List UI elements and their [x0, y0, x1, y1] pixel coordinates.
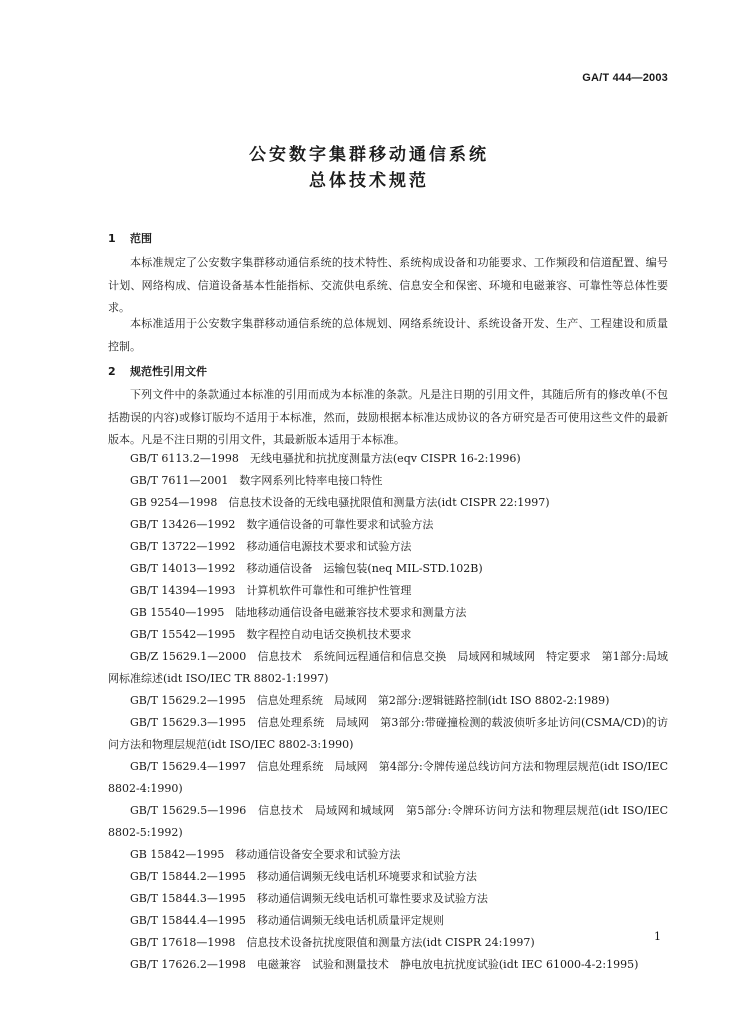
scope-paragraph-1: 本标准规定了公安数字集群移动通信系统的技术特性、系统构成设备和功能要求、工作频段和信道配置、编号计划、网络构成、信道设备基本性能指标、交流供电系统、信息安全和保密、环境和电磁兼容、可靠性等总体性要求。: [108, 256, 668, 314]
reference-item: GB/T 7611—2001 数字网系列比特率电接口特性: [130, 474, 383, 487]
reference-item: GB/T 14013—1992 移动通信设备 运输包装(neq MIL-STD.102B): [130, 562, 483, 575]
section-title: 规范性引用文件: [130, 365, 207, 378]
reference-item: GB/T 15844.4—1995 移动通信调频无线电话机质量评定规则: [130, 914, 444, 927]
document-title-line1: 公安数字集群移动通信系统: [249, 145, 489, 165]
reference-item: GB/Z 15629.1—2000 信息技术 系统间远程通信和信息交换 局域网和城域网 特定要求 第1部分:局域网标准综述(idt ISO/IEC TR 8802-1:1997): [108, 650, 668, 685]
section-1-heading: [108, 230, 152, 246]
scope-paragraph-2: 本标准适用于公安数字集群移动通信系统的总体规划、网络系统设计、系统设备开发、生产、工程建设和质量控制。: [108, 317, 668, 353]
reference-item: GB/T 14394—1993 计算机软件可靠性和可维护性管理: [130, 584, 412, 597]
reference-item: GB/T 15629.4—1997 信息处理系统 局域网 第4部分:令牌传递总线访问方法和物理层规范(idt ISO/IEC 8802-4:1990): [108, 760, 668, 795]
references-intro: 下列文件中的条款通过本标准的引用而成为本标准的条款。凡是注日期的引用文件，其随后所有的修改单(不包括勘误的内容)或修订版均不适用于本标准，然而，鼓励根据本标准达成协议的各方研究是否可使用这些文件的最新版本。凡是不注日期的引用文件，其最新版本适用于本标准。: [108, 388, 668, 446]
reference-item: GB 9254—1998 信息技术设备的无线电骚扰限值和测量方法(idt CISPR 22:1997): [130, 496, 550, 509]
reference-item: GB/T 17618—1998 信息技术设备抗扰度限值和测量方法(idt CISPR 24:1997): [130, 936, 535, 949]
section-2-heading: [108, 363, 207, 379]
reference-item: GB/T 6113.2—1998 无线电骚扰和抗扰度测量方法(eqv CISPR 16-2:1996): [130, 452, 521, 465]
section-title: 范围: [130, 232, 152, 245]
section-number: 1: [108, 232, 116, 245]
document-title-line2: 总体技术规范: [309, 171, 429, 191]
reference-item: GB/T 17626.2—1998 电磁兼容 试验和测量技术 静电放电抗扰度试验(idt IEC 61000-4-2:1995): [130, 958, 639, 971]
reference-item: GB/T 13426—1992 数字通信设备的可靠性要求和试验方法: [130, 518, 434, 531]
reference-item: GB/T 15542—1995 数字程控自动电话交换机技术要求: [130, 628, 412, 641]
reference-item: GB/T 15629.5—1996 信息技术 局域网和城域网 第5部分:令牌环访问方法和物理层规范(idt ISO/IEC 8802-5:1992): [108, 804, 668, 839]
reference-item: GB 15842—1995 移动通信设备安全要求和试验方法: [130, 848, 401, 861]
standard-code: GA/T 444—2003: [582, 72, 668, 84]
reference-item: GB/T 15844.3—1995 移动通信调频无线电话机可靠性要求及试验方法: [130, 892, 488, 905]
page-number: 1: [654, 930, 661, 943]
section-number: 2: [108, 365, 116, 378]
reference-item: GB/T 13722—1992 移动通信电源技术要求和试验方法: [130, 540, 412, 553]
reference-item: GB 15540—1995 陆地移动通信设备电磁兼容技术要求和测量方法: [130, 606, 467, 619]
reference-item: GB/T 15629.2—1995 信息处理系统 局域网 第2部分:逻辑链路控制(idt ISO 8802-2:1989): [130, 694, 610, 707]
reference-item: GB/T 15844.2—1995 移动通信调频无线电话机环境要求和试验方法: [130, 870, 477, 883]
reference-item: GB/T 15629.3—1995 信息处理系统 局域网 第3部分:带碰撞检测的载波侦听多址访问(CSMA/CD)的访问方法和物理层规范(idt ISO/IEC 8802-3:1990): [108, 716, 668, 751]
